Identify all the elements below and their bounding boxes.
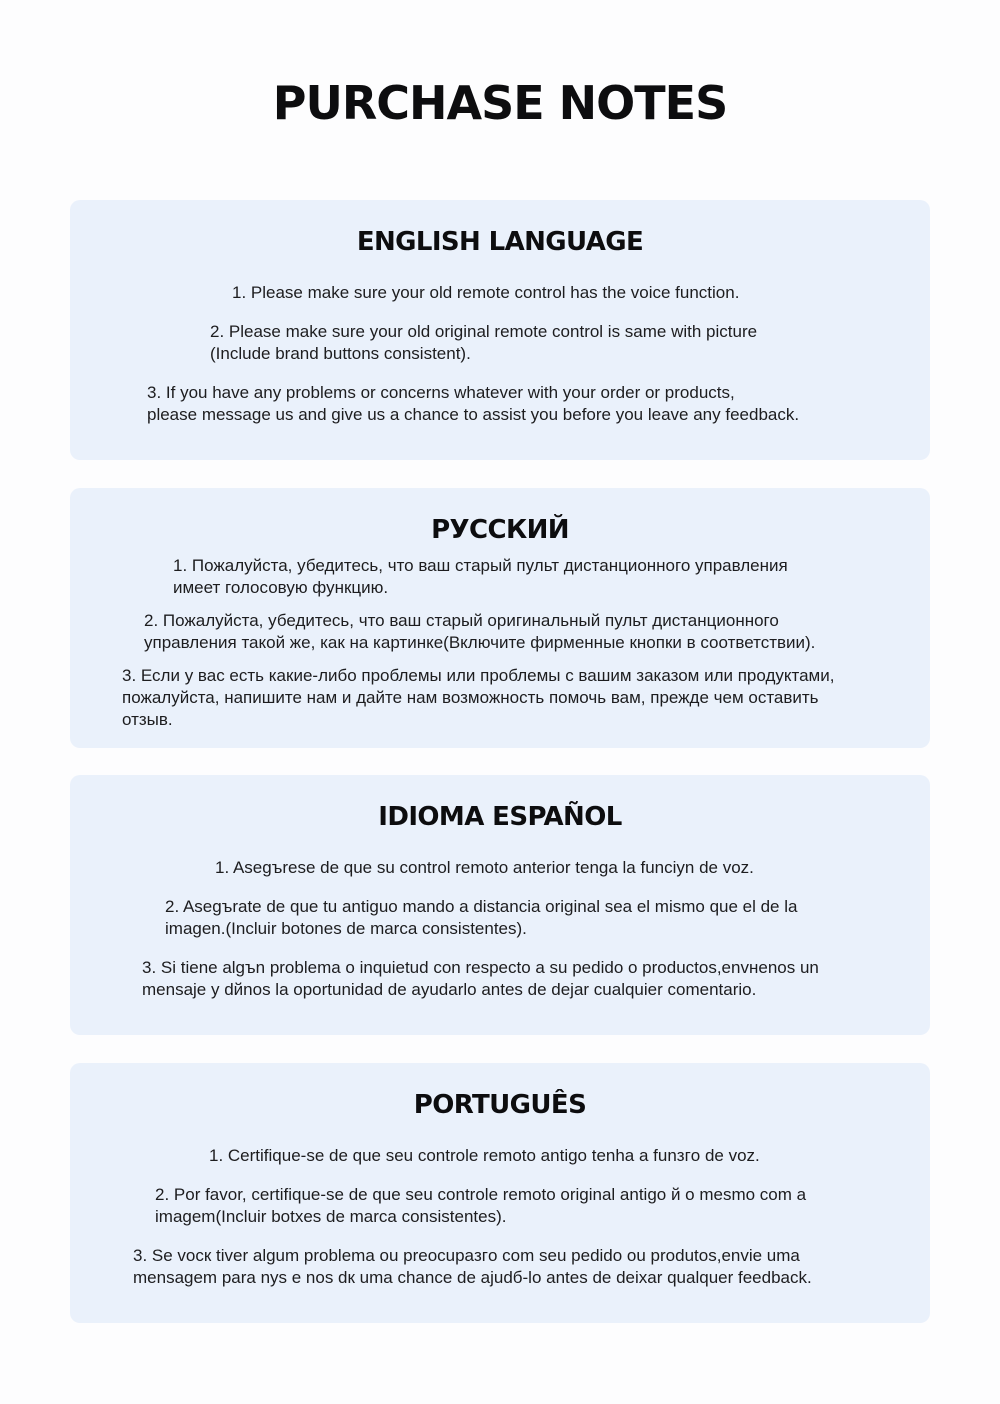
note-3	[142, 957, 819, 1001]
note-line: 2. Asegъrate de que tu antiguo mando a distancia original sea el mismo que el de la	[165, 897, 798, 916]
note-line: mensagem para nуs e nos dк uma chance de ajudб-lo antes de deixar qualquer feedback.	[133, 1268, 812, 1287]
note-3	[133, 1245, 812, 1289]
note-1	[215, 857, 754, 879]
note-3	[147, 382, 799, 426]
note-line: имеет голосовую функцию.	[173, 578, 389, 597]
note-1	[173, 555, 788, 599]
section-spanish	[70, 775, 930, 1035]
note-line: 3. If you have any problems or concerns whatever with your order or products,	[147, 383, 735, 402]
note-line: 1. Certifique-se de que seu controle remoto antigo tenha a funзгo de voz.	[209, 1146, 760, 1165]
section-title-portuguese: PORTUGUÊS	[413, 1090, 587, 1120]
section-title-english: ENGLISH LANGUAGE	[356, 227, 644, 257]
note-line: 3. Если у вас есть какие-либо проблемы или проблемы с вашим заказом или продуктами,	[122, 666, 835, 685]
note-line: 1. Please make sure your old remote control has the voice function.	[232, 283, 740, 302]
section-title-russian: РУССКИЙ	[431, 515, 569, 545]
note-line: пожалуйста, напишите нам и дайте нам возможность помочь вам, прежде чем оставить	[122, 688, 819, 707]
page-title: PURCHASE NOTES	[272, 76, 728, 130]
note-line: imagem(Incluir botхes de marca consistentes).	[155, 1207, 507, 1226]
note-line: mensaje y dйnos la oportunidad de ayudarlo antes de dejar cualquier comentario.	[142, 980, 757, 999]
note-2	[165, 896, 797, 940]
note-2	[144, 610, 815, 654]
note-line: 3. Se vocк tiver algum problema ou preocupaзгo com seu pedido ou produtos,envie uma	[133, 1246, 800, 1265]
note-line: 1. Пожалуйста, убедитесь, что ваш старый пульт дистанционного управления	[173, 556, 788, 575]
note-line: 2. Por favor, certifique-se de que seu controle remoto original antigo й o mesmo com a	[155, 1185, 807, 1204]
section-title-spanish: IDIOMA ESPAÑOL	[378, 802, 622, 832]
section-portuguese	[70, 1063, 930, 1323]
note-2	[210, 321, 757, 365]
note-line: 2. Пожалуйста, убедитесь, что ваш старый оригинальный пульт дистанционного	[144, 611, 779, 630]
note-line: (Include brand buttons consistent).	[210, 344, 471, 363]
section-russian	[70, 488, 930, 748]
note-1	[209, 1145, 760, 1167]
note-line: 1. Asegъrese de que su control remoto anterior tenga la funciуn de voz.	[215, 858, 754, 877]
note-line: 3. Si tiene algъn problema o inquietud con respecto a su pedido o productos,envнenos un	[142, 958, 819, 977]
note-3	[122, 665, 834, 731]
note-line: 2. Please make sure your old original remote control is same with picture	[210, 322, 758, 341]
section-english	[70, 200, 930, 460]
note-line: управления такой же, как на картинке(Включите фирменные кнопки в соответствии).	[144, 633, 816, 652]
note-2	[155, 1184, 806, 1228]
note-1	[232, 282, 739, 304]
note-line: отзыв.	[122, 710, 173, 729]
note-line: imagen.(Incluir botones de marca consistentes).	[165, 919, 527, 938]
note-line: please message us and give us a chance to assist you before you leave any feedback.	[147, 405, 800, 424]
